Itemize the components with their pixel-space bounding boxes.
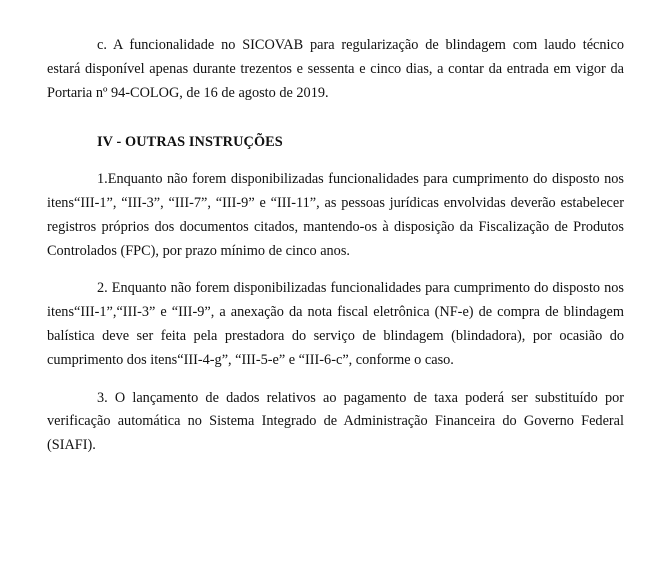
paragraph-item-c: c. A funcionalidade no SICOVAB para regularização de blindagem com laudo técnico estará disponível apenas durante trezentos e sessenta e cinco dias, a contar da entrada em vigor da Portaria nº 94-COLOG, de 16 de agosto de 2019. — [47, 37, 624, 101]
paragraph-item-2: 2. Enquanto não forem disponibilizadas funcionalidades para cumprimento do disposto nos itens“III-1”,“III-3” e “III-9”, a anexação da nota fiscal eletrônica (NF-e) de compra de blindagem balística deve ser feita pela prestadora do serviço de blindagem (blindadora), por ocasião do cumprimento dos itens“III-4-g”, “III-5-e” e “III-6-c”, conforme o caso. — [47, 280, 624, 368]
paragraph-item-3: 3. O lançamento de dados relativos ao pagamento de taxa poderá ser substituído por verificação automática no Sistema Integrado de Administração Financeira do Governo Federal (SIAFI). — [47, 389, 624, 454]
paragraph-item-1: 1.Enquanto não forem disponibilizadas funcionalidades para cumprimento do disposto nos itens“III-1”, “III-3”, “III-7”, “III-9” e “III-11”, as pessoas jurídicas envolvidas deverão estabelecer registros próprios dos documentos citados, mantendo-os à disposição da Fiscalização de Produtos Controlados (FPC), por prazo mínimo de cinco anos. — [47, 171, 624, 259]
document-page — [47, 34, 624, 458]
section-heading: IV - OUTRAS INSTRUÇÕES — [97, 134, 283, 151]
